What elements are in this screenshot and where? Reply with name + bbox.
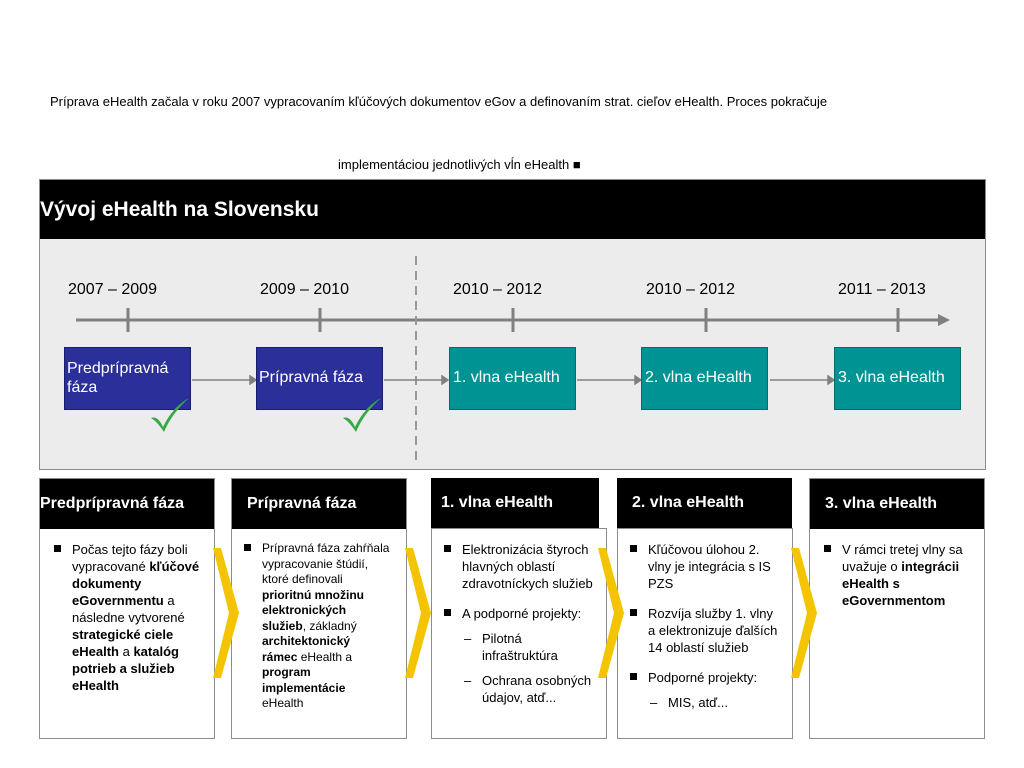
column-header [40, 479, 214, 529]
column-header [232, 479, 406, 529]
column-title: Prípravná fáza [247, 495, 357, 512]
sub-item: – MIS, atď... [650, 695, 729, 710]
bullet-item: Podporné projekty: [628, 669, 798, 686]
year-label-2: 2009 – 2010 [260, 281, 349, 298]
column-title: Predprípravná fáza [40, 495, 185, 512]
chevron-right-icon [405, 548, 431, 678]
bullet-item: Rozvíja služby 1. vlny a elektronizuje ďalších 14 oblastí služieb [628, 605, 798, 656]
column-wave-3 [809, 478, 985, 739]
year-label-1: 2007 – 2009 [68, 281, 157, 298]
column-body [242, 541, 408, 712]
checkmark-icon [148, 396, 192, 434]
sub-item: – Pilotná infraštruktúra [464, 631, 558, 663]
column-body [52, 541, 222, 694]
column-body [442, 541, 612, 706]
bullet-item: Kľúčovou úlohou 2. vlny je integrácia s IS PZS [628, 541, 798, 592]
bullet-item: Elektronizácia štyroch hlavných oblastí zdravotníckych služieb [442, 541, 612, 592]
column-wave-1 [431, 528, 607, 739]
checkmark-icon [340, 396, 384, 434]
chevron-right-icon [213, 548, 239, 678]
bullet-item: V rámci tretej vlny sa uvažuje o integrácii eHealth s eGovernmentom [822, 541, 988, 609]
bullet-item: A podporné projekty: [442, 605, 612, 622]
column-title: 3. vlna eHealth [825, 495, 938, 512]
column-body [628, 541, 798, 711]
chevron-right-icon [598, 548, 624, 678]
column-header [431, 478, 599, 528]
timeline-panel [39, 179, 986, 470]
panel-title: Vývoj eHealth na Slovensku [40, 198, 319, 221]
phase-label: 3. vlna eHealth [838, 369, 945, 387]
phase-label: 1. vlna eHealth [453, 369, 560, 387]
intro-text-line-2: implementáciou jednotlivých vĺn eHealth ■ [338, 157, 581, 172]
year-label-3: 2010 – 2012 [453, 281, 542, 298]
phase-box-wave-2 [641, 347, 768, 410]
phase-label: Predprípravná [67, 360, 169, 378]
bullet-item: Počas tejto fázy boli vypracované kľúčové dokumenty eGovernmentu a následne vytvorené strategické ciele eHealth a katalóg potrieb a služieb eHealth [52, 541, 222, 694]
column-pripravna [231, 478, 407, 739]
column-header [810, 479, 984, 529]
column-wave-2 [617, 528, 793, 739]
column-header [617, 478, 792, 528]
phase-label: 2. vlna eHealth [645, 369, 752, 387]
year-label-4: 2010 – 2012 [646, 281, 735, 298]
phase-box-wave-3 [834, 347, 961, 410]
column-title: 1. vlna eHealth [441, 494, 554, 511]
column-body [822, 541, 988, 609]
sub-item: – Ochrana osobných údajov, atď... [464, 673, 592, 705]
column-predpripravna [39, 478, 215, 739]
intro-text-line-1: Príprava eHealth začala v roku 2007 vypracovaním kľúčových dokumentov eGov a definovaním strat. cieľov eHealth. Proces pokračuje [50, 94, 828, 109]
phase-box-wave-1 [449, 347, 576, 410]
year-label-5: 2011 – 2013 [838, 281, 926, 298]
phase-label: fáza [67, 378, 98, 396]
bullet-item: Prípravná fáza zahŕňala vypracovanie štúdií, ktoré definovali prioritnú množinu elektronických služieb, základný architektonický rámec eHealth a program implementácie eHealth [242, 541, 408, 712]
chevron-right-icon [791, 548, 817, 678]
column-title: 2. vlna eHealth [632, 494, 745, 511]
timeline-arrowhead [938, 314, 950, 326]
phase-label: Prípravná fáza [259, 369, 364, 387]
